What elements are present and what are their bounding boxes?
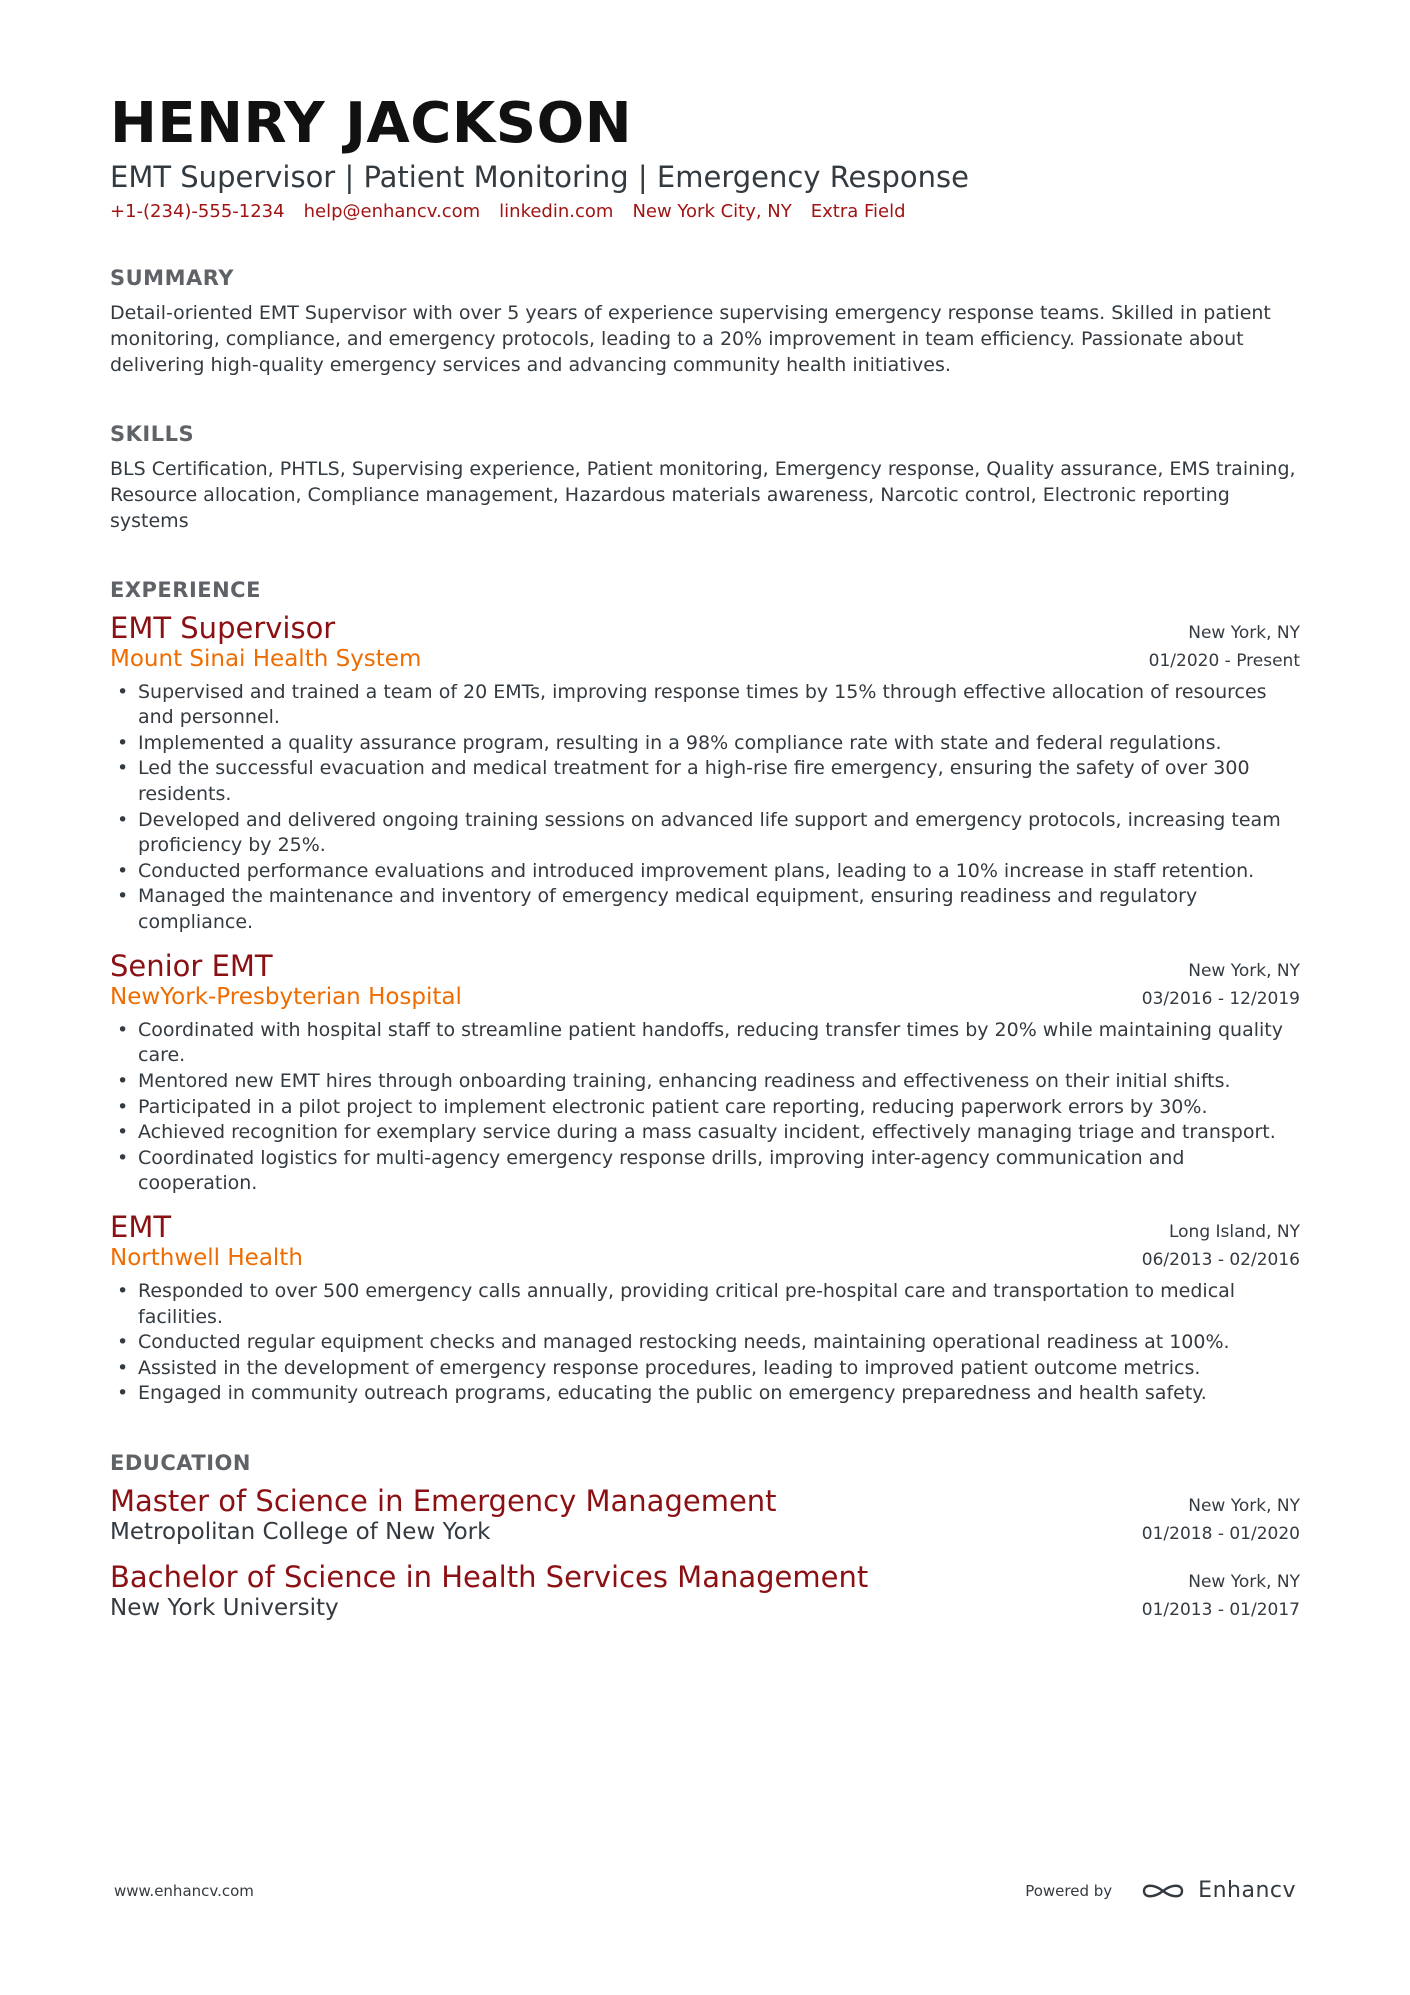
candidate-name: HENRY JACKSON: [110, 91, 633, 156]
job-company: NewYork-Presbyterian Hospital: [110, 983, 462, 1010]
job-dates: 06/2013 - 02/2016: [1141, 1250, 1300, 1271]
job-role: EMT Supervisor: [110, 610, 336, 645]
powered-by-label: Powered by: [1025, 1881, 1113, 1900]
education-entry: [110, 1485, 1300, 1547]
contact-phone[interactable]: +1-(234)-555-1234: [110, 200, 285, 222]
page-footer: [114, 1878, 1296, 1903]
job-role: Senior EMT: [110, 948, 273, 983]
education-dates: 01/2013 - 01/2017: [1141, 1600, 1300, 1621]
bullet-item: • Implemented a quality assurance program, resulting in a 98% compliance rate with state and federal regulations.: [138, 731, 1300, 757]
job-location: Long Island, NY: [1168, 1221, 1300, 1242]
job-bullets: [110, 1018, 1300, 1197]
section-title-experience: EXPERIENCE: [110, 577, 261, 602]
job-dates: 03/2016 - 12/2019: [1141, 988, 1300, 1009]
experience-entry: [110, 1211, 1300, 1407]
job-location: New York, NY: [1188, 960, 1300, 981]
bullet-item: • Mentored new EMT hires through onboarding training, enhancing readiness and effectiveness on their initial shifts.: [138, 1069, 1300, 1095]
bullet-item: • Coordinated with hospital staff to streamline patient handoffs, reducing transfer times by 20% while maintaining quality care.: [138, 1018, 1300, 1069]
section-title-summary: SUMMARY: [110, 265, 234, 290]
education-entry: [110, 1561, 1300, 1623]
job-company: Mount Sinai Health System: [110, 645, 422, 672]
bullet-item: • Developed and delivered ongoing training sessions on advanced life support and emergency protocols, increasing team proficiency by 25%.: [138, 808, 1300, 859]
job-location: New York, NY: [1188, 622, 1300, 643]
school-name: Metropolitan College of New York: [110, 1519, 491, 1546]
experience-entry: [110, 612, 1300, 936]
experience-entry: [110, 950, 1300, 1197]
bullet-item: • Coordinated logistics for multi-agency emergency response drills, improving inter-agency communication and cooperation.: [138, 1146, 1300, 1197]
bullet-item: • Assisted in the development of emergency response procedures, leading to improved patient outcome metrics.: [138, 1356, 1300, 1382]
contact-email[interactable]: help@enhancv.com: [303, 200, 481, 222]
bullet-item: • Led the successful evacuation and medical treatment for a high-rise fire emergency, ensuring the safety of over 300 residents.: [138, 756, 1300, 807]
footer-branding: [1025, 1878, 1296, 1903]
job-role: EMT: [110, 1209, 172, 1244]
contact-linkedin[interactable]: linkedin.com: [499, 200, 614, 222]
footer-website-link[interactable]: www.enhancv.com: [114, 1881, 254, 1900]
bullet-item: • Conducted performance evaluations and introduced improvement plans, leading to a 10% increase in staff retention.: [138, 859, 1300, 885]
degree-title: Bachelor of Science in Health Services Management: [110, 1560, 869, 1595]
bullet-item: • Supervised and trained a team of 20 EMTs, improving response times by 15% through effective allocation of resources and personnel.: [138, 680, 1300, 731]
headline: EMT Supervisor | Patient Monitoring | Emergency Response: [110, 159, 969, 194]
education-location: New York, NY: [1188, 1572, 1300, 1593]
contact-bar: [110, 201, 1300, 222]
bullet-item: • Participated in a pilot project to implement electronic patient care reporting, reducing paperwork errors by 30%.: [138, 1095, 1300, 1121]
bullet-item: • Responded to over 500 emergency calls annually, providing critical pre-hospital care and transportation to medical facilities.: [138, 1279, 1300, 1330]
contact-location: New York City, NY: [632, 200, 792, 222]
skills-text: BLS Certification, PHTLS, Supervising experience, Patient monitoring, Emergency response, Quality assurance, EMS training, Resource allocation, Compliance management, Hazardous materials awareness, Narcotic control, Electronic reporting systems: [110, 457, 1296, 532]
job-company: Northwell Health: [110, 1245, 303, 1272]
school-name: New York University: [110, 1595, 339, 1622]
bullet-item: • Achieved recognition for exemplary service during a mass casualty incident, effectively managing triage and transport.: [138, 1120, 1300, 1146]
bullet-item: • Conducted regular equipment checks and managed restocking needs, maintaining operational readiness at 100%.: [138, 1330, 1300, 1356]
contact-extra-field: Extra Field: [810, 200, 906, 222]
education-location: New York, NY: [1188, 1495, 1300, 1516]
bullet-item: • Engaged in community outreach programs, educating the public on emergency preparedness and health safety.: [138, 1381, 1300, 1407]
job-bullets: [110, 1279, 1300, 1407]
enhancv-logo-icon: [1140, 1879, 1186, 1903]
education-dates: 01/2018 - 01/2020: [1141, 1524, 1300, 1545]
summary-text: Detail-oriented EMT Supervisor with over 5 years of experience supervising emergency response teams. Skilled in patient monitoring, compliance, and emergency protocols, leading to a 20% improvement in team efficiency. Passionate about delivering high-quality emergency services and advancing community health initiatives.: [110, 301, 1271, 376]
bullet-item: • Managed the maintenance and inventory of emergency medical equipment, ensuring readiness and regulatory compliance.: [138, 884, 1300, 935]
section-title-education: EDUCATION: [110, 1450, 251, 1475]
job-dates: 01/2020 - Present: [1148, 650, 1300, 671]
job-bullets: [110, 680, 1300, 936]
enhancv-brand-name: Enhancv: [1198, 1878, 1296, 1903]
degree-title: Master of Science in Emergency Management: [110, 1483, 777, 1518]
section-title-skills: SKILLS: [110, 421, 195, 446]
